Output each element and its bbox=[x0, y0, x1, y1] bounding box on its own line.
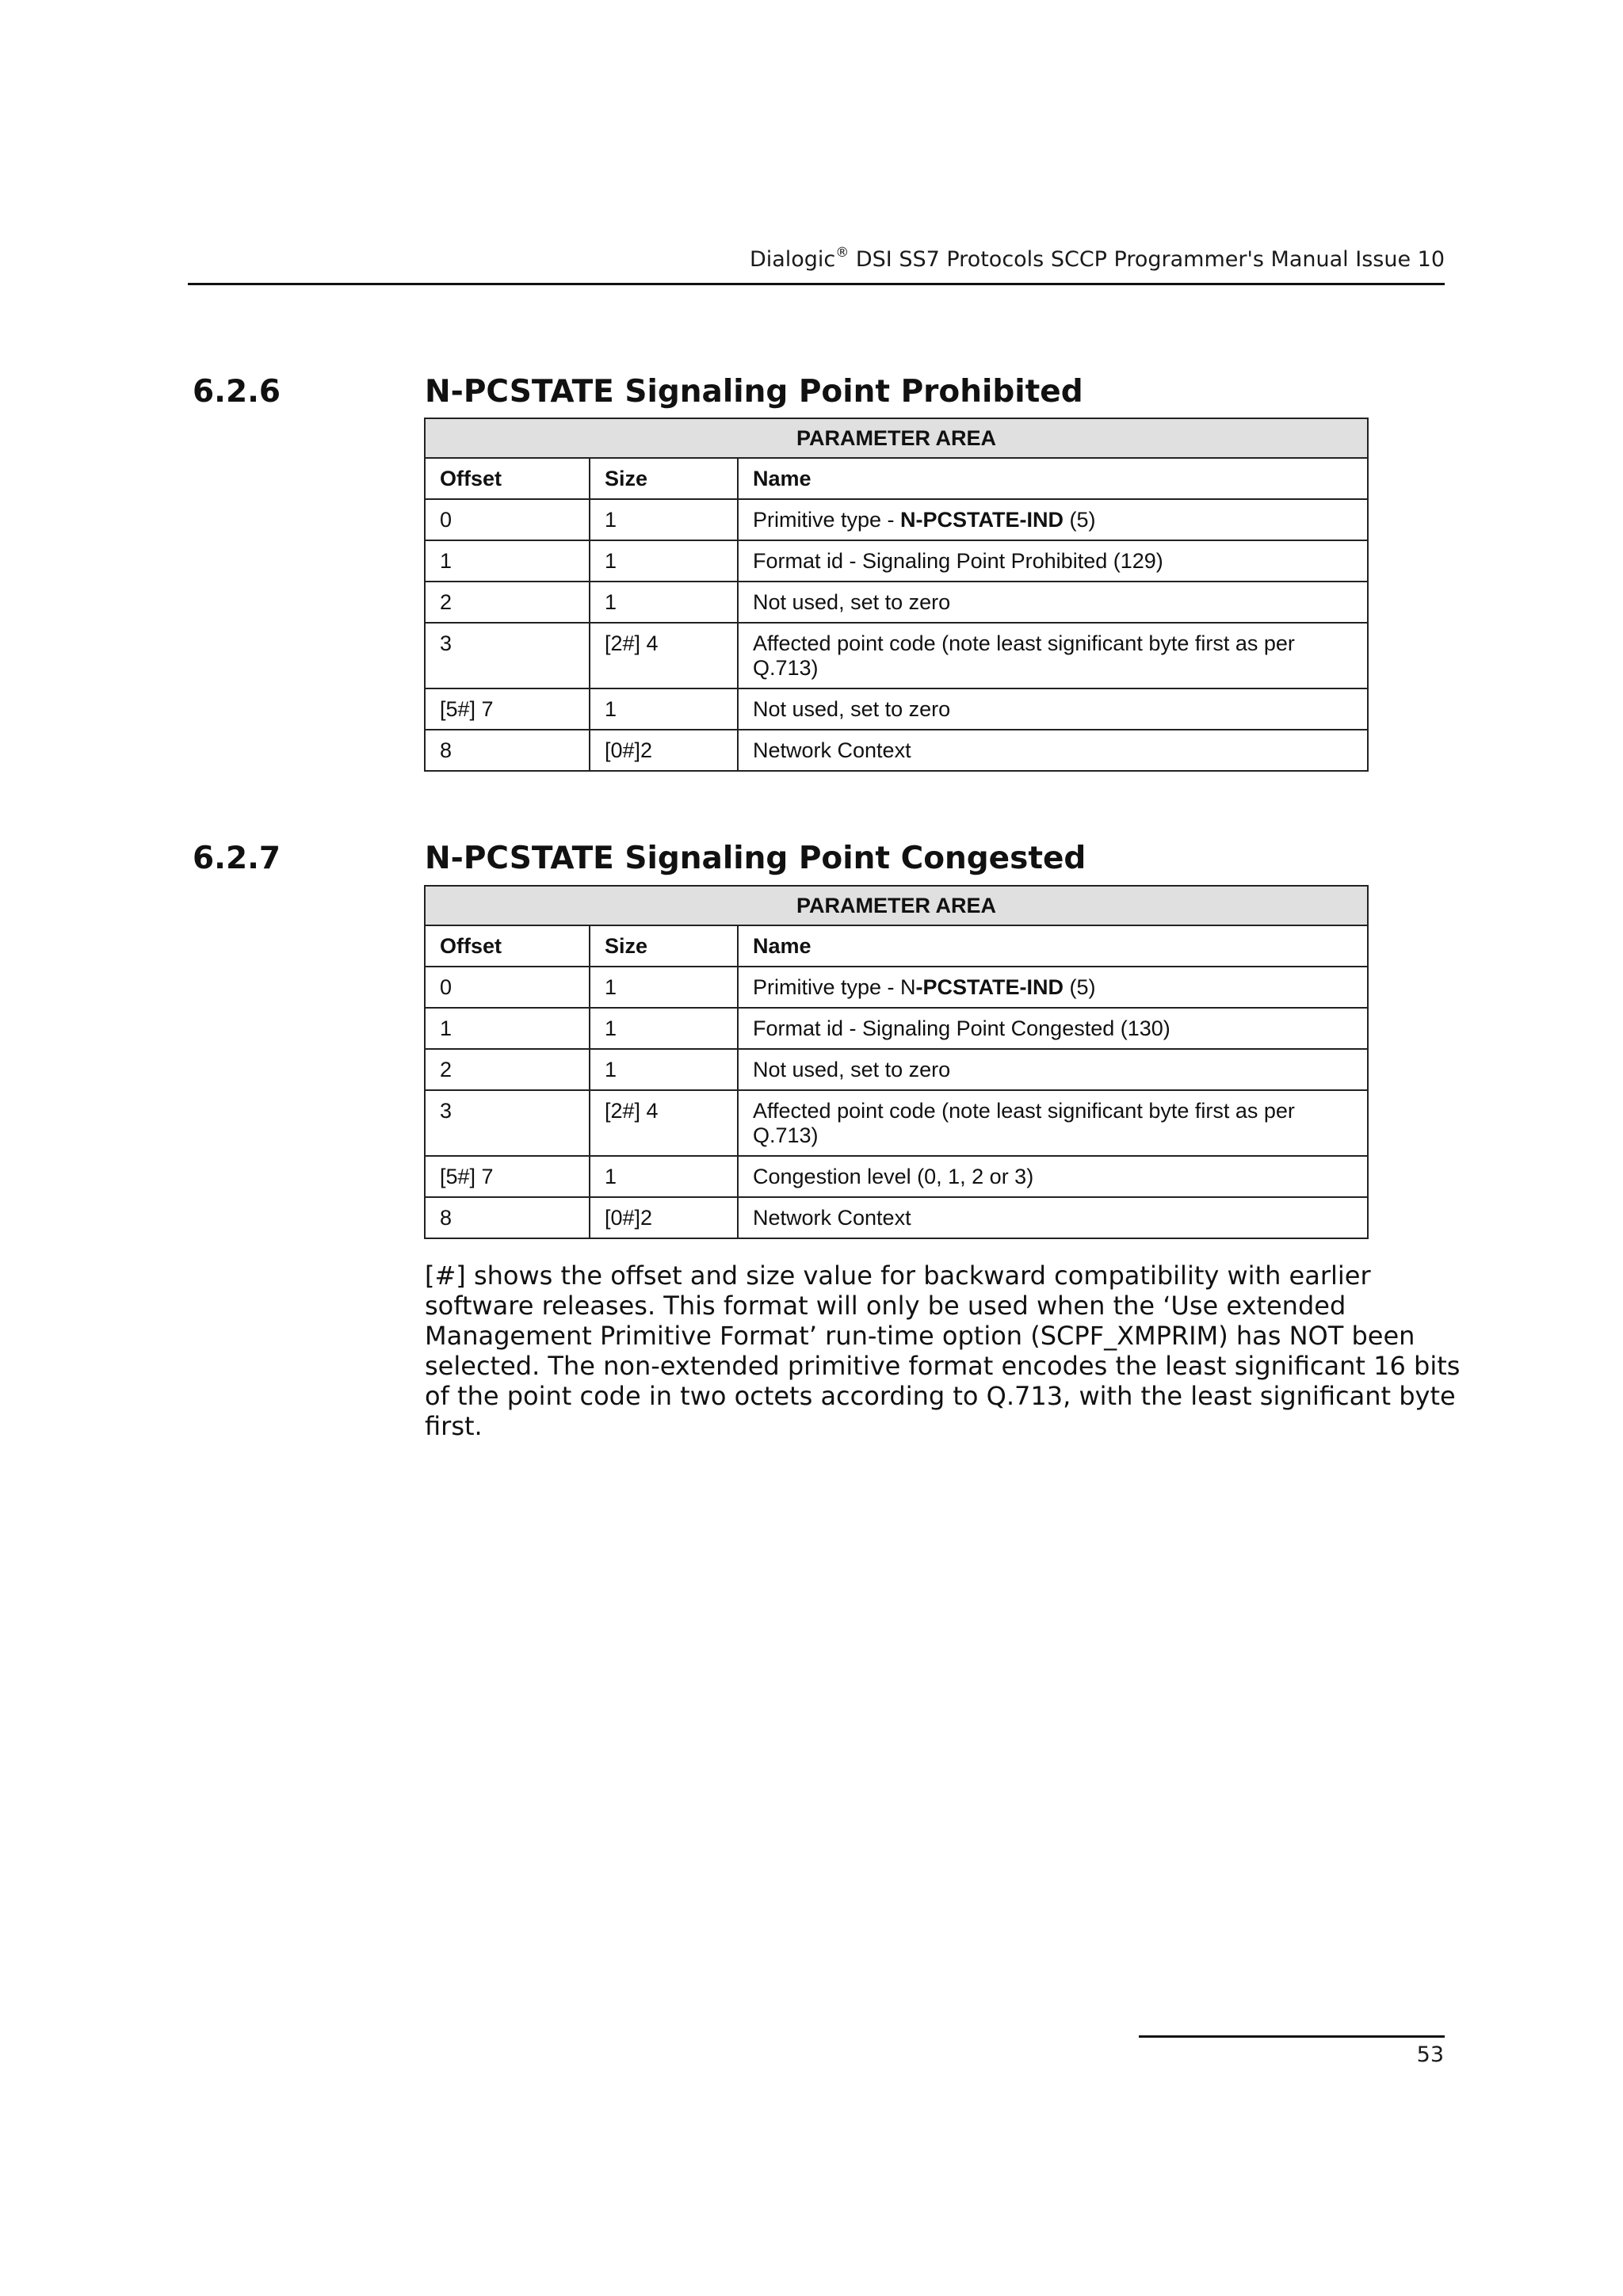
page-number: 53 bbox=[1416, 2042, 1444, 2067]
section-number: 6.2.7 bbox=[193, 841, 281, 876]
name-suffix: (5) bbox=[1064, 975, 1096, 999]
offset-cell: 2 bbox=[425, 582, 590, 623]
note-line: first. bbox=[425, 1411, 483, 1441]
column-header-offset: Offset bbox=[425, 458, 590, 499]
footer-rule bbox=[1139, 2035, 1445, 2038]
compatibility-note bbox=[425, 1261, 1461, 1441]
column-header-offset: Offset bbox=[425, 925, 590, 967]
table-row bbox=[425, 540, 1368, 582]
table-row bbox=[425, 1090, 1368, 1156]
table-row bbox=[425, 1197, 1368, 1238]
table-row bbox=[425, 730, 1368, 771]
size-cell: 1 bbox=[590, 688, 738, 730]
table-row bbox=[425, 499, 1368, 540]
offset-cell: 0 bbox=[425, 967, 590, 1008]
parameter-table bbox=[424, 418, 1369, 772]
section-heading: N-PCSTATE Signaling Point Prohibited bbox=[425, 374, 1083, 410]
name-cell bbox=[738, 499, 1368, 540]
primitive-name: -PCSTATE-IND bbox=[915, 975, 1064, 999]
size-cell: 1 bbox=[590, 1156, 738, 1197]
name-cell: Format id - Signaling Point Prohibited (129) bbox=[738, 540, 1368, 582]
offset-cell: [5#] 7 bbox=[425, 1156, 590, 1197]
section-heading: N-PCSTATE Signaling Point Congested bbox=[425, 841, 1086, 876]
offset-cell: 1 bbox=[425, 1008, 590, 1049]
name-cell: Affected point code (note least significant byte first as per Q.713) bbox=[738, 1090, 1368, 1156]
size-cell: [0#]2 bbox=[590, 1197, 738, 1238]
size-cell: [2#] 4 bbox=[590, 1090, 738, 1156]
header-brand: Dialogic bbox=[749, 247, 836, 272]
name-cell: Not used, set to zero bbox=[738, 688, 1368, 730]
note-line: of the point code in two octets according to Q.713, with the least significant byte bbox=[425, 1381, 1456, 1411]
offset-cell: [5#] 7 bbox=[425, 688, 590, 730]
table-row bbox=[425, 1156, 1368, 1197]
note-line: selected. The non-extended primitive format encodes the least significant 16 bits bbox=[425, 1351, 1461, 1381]
note-line: software releases. This format will only be used when the ‘Use extended bbox=[425, 1291, 1346, 1321]
name-cell: Network Context bbox=[738, 1197, 1368, 1238]
table-row bbox=[425, 582, 1368, 623]
offset-cell: 3 bbox=[425, 1090, 590, 1156]
size-cell: [0#]2 bbox=[590, 730, 738, 771]
registered-mark: ® bbox=[835, 245, 850, 261]
name-cell: Affected point code (note least significant byte first as per Q.713) bbox=[738, 623, 1368, 688]
header-title: DSI SS7 Protocols SCCP Programmer's Manual Issue 10 bbox=[849, 247, 1445, 272]
name-cell: Not used, set to zero bbox=[738, 582, 1368, 623]
column-header-size: Size bbox=[590, 925, 738, 967]
size-cell: 1 bbox=[590, 967, 738, 1008]
name-suffix: (5) bbox=[1064, 508, 1096, 532]
parameter-area-header: PARAMETER AREA bbox=[425, 418, 1368, 458]
table-row bbox=[425, 688, 1368, 730]
offset-cell: 8 bbox=[425, 1197, 590, 1238]
parameter-area-header: PARAMETER AREA bbox=[425, 886, 1368, 925]
table-row bbox=[425, 1049, 1368, 1090]
offset-cell: 2 bbox=[425, 1049, 590, 1090]
table-row bbox=[425, 967, 1368, 1008]
name-cell: Network Context bbox=[738, 730, 1368, 771]
name-cell: Format id - Signaling Point Congested (130) bbox=[738, 1008, 1368, 1049]
offset-cell: 0 bbox=[425, 499, 590, 540]
size-cell: 1 bbox=[590, 582, 738, 623]
name-text: Primitive type - N bbox=[753, 975, 916, 999]
name-cell: Congestion level (0, 1, 2 or 3) bbox=[738, 1156, 1368, 1197]
size-cell: 1 bbox=[590, 1008, 738, 1049]
table-row bbox=[425, 623, 1368, 688]
offset-cell: 3 bbox=[425, 623, 590, 688]
note-line: Management Primitive Format’ run-time option (SCPF_XMPRIM) has NOT been bbox=[425, 1321, 1415, 1351]
primitive-name: N-PCSTATE-IND bbox=[900, 508, 1064, 532]
name-text: Primitive type - bbox=[753, 508, 901, 532]
running-header bbox=[750, 247, 1445, 272]
name-cell bbox=[738, 967, 1368, 1008]
column-header-name: Name bbox=[738, 925, 1368, 967]
size-cell: 1 bbox=[590, 1049, 738, 1090]
size-cell: [2#] 4 bbox=[590, 623, 738, 688]
size-cell: 1 bbox=[590, 540, 738, 582]
name-cell: Not used, set to zero bbox=[738, 1049, 1368, 1090]
offset-cell: 8 bbox=[425, 730, 590, 771]
size-cell: 1 bbox=[590, 499, 738, 540]
column-header-name: Name bbox=[738, 458, 1368, 499]
header-rule bbox=[188, 283, 1445, 285]
table-row bbox=[425, 1008, 1368, 1049]
column-header-size: Size bbox=[590, 458, 738, 499]
offset-cell: 1 bbox=[425, 540, 590, 582]
parameter-table bbox=[424, 885, 1369, 1239]
note-line: [#] shows the offset and size value for backward compatibility with earlier bbox=[425, 1261, 1371, 1291]
section-number: 6.2.6 bbox=[193, 374, 281, 410]
